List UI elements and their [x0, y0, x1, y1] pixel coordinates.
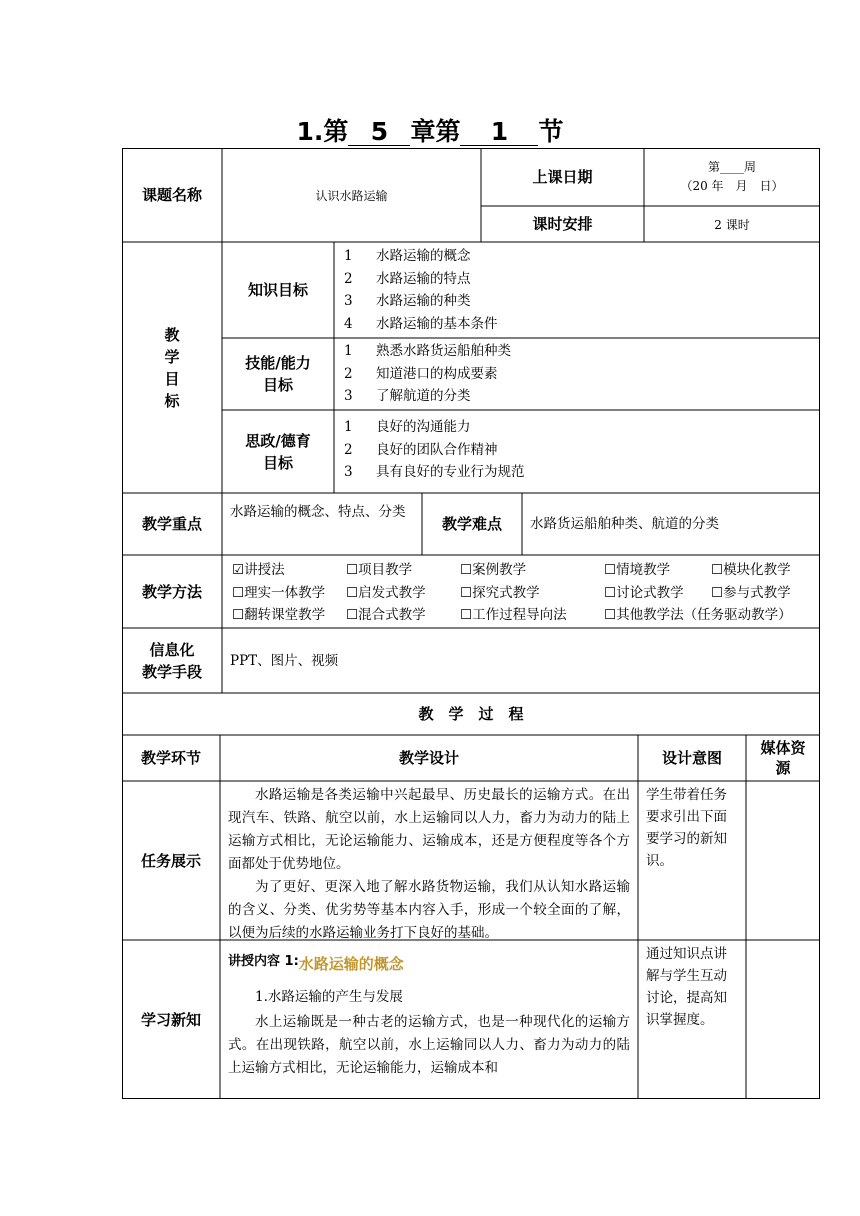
- list-item: 1 熟悉水路货运船舶种类: [344, 343, 511, 359]
- date-label: 上课日期: [532, 168, 593, 186]
- list-item: 4 水路运输的基本条件: [344, 315, 498, 332]
- moral-list: [334, 410, 820, 493]
- list-item: 1 良好的沟通能力: [344, 419, 471, 435]
- key-points-value: 水路运输的概念、特点、分类: [230, 504, 406, 520]
- key-points-label: 教学重点: [141, 515, 202, 533]
- media-value: PPT、图片、视频: [230, 652, 339, 669]
- content-subheading: 1.水路运输的产生与发展: [255, 989, 403, 1005]
- method-option[interactable]: ☐工作过程导向法: [460, 607, 567, 623]
- knowledge-list: [334, 242, 820, 338]
- methods-row: [232, 582, 820, 605]
- content-label: 讲授内容 1:: [228, 954, 299, 969]
- title-prefix: 1.第: [296, 117, 349, 146]
- knowledge-label: 知识目标: [247, 281, 308, 299]
- hours-value: 2 课时: [714, 217, 750, 232]
- methods-options: [222, 555, 820, 628]
- method-option[interactable]: ☐参与式教学: [711, 584, 791, 601]
- lesson-plan-table: [122, 148, 820, 1099]
- task-resource: [746, 781, 820, 940]
- objectives-label: 教 学 目 标: [164, 325, 180, 410]
- method-option[interactable]: ☐探究式教学: [460, 584, 540, 601]
- method-option[interactable]: ☑讲授法: [232, 562, 285, 578]
- method-option[interactable]: ☐情境教学: [604, 562, 671, 578]
- method-option[interactable]: ☐案例教学: [460, 562, 527, 578]
- method-option[interactable]: ☐理实一体教学: [232, 584, 326, 601]
- list-item: 2 良好的团队合作精神: [344, 441, 498, 458]
- task-paragraph: 水路运输是各类运输中兴起最早、历史最长的运输方式。在出现汽车、铁路、航空以前，水上运输同以人力，畜力为动力的陆上运输方式相比，无论运输能力、运输成本，还是方便程度等各个方面都处于优势地位。: [228, 787, 630, 872]
- header-resource: 媒体资 源: [760, 739, 806, 777]
- method-option[interactable]: ☐翻转课堂教学: [232, 607, 326, 623]
- header-stage: 教学环节: [140, 749, 201, 767]
- learn-paragraph: 水上运输既是一种古老的运输方式，也是一种现代化的运输方式。在出现铁路，航空以前，水上运输同以人力、畜力为动力的陆上运输方式相比，无论运输能力，运输成本和: [228, 1014, 630, 1076]
- difficult-points-value: 水路货运船舶种类、航道的分类: [530, 516, 719, 532]
- list-item: 2 知道港口的构成要素: [344, 365, 498, 382]
- list-item: 1 水路运输的概念: [344, 248, 471, 264]
- skill-list: [334, 338, 820, 410]
- list-item: 2 水路运输的特点: [344, 270, 471, 287]
- learn-design: [220, 940, 638, 1099]
- date-value: [644, 148, 820, 206]
- title-suffix: 节: [538, 117, 564, 146]
- date-week: 第____周: [707, 160, 756, 174]
- list-item: 3 了解航道的分类: [344, 388, 471, 404]
- method-option[interactable]: ☐启发式教学: [346, 584, 426, 601]
- title-mid: 章第: [410, 117, 461, 146]
- page-title: [0, 112, 860, 148]
- learn-resource: [746, 940, 820, 1099]
- content-heading: [228, 948, 630, 974]
- methods-row: [232, 559, 820, 582]
- task-design: [220, 781, 638, 940]
- header-design: 教学设计: [398, 749, 459, 767]
- learn-intent: 通过知识点讲解与学生互动讨论，提高知识掌握度。: [646, 946, 727, 1028]
- method-option[interactable]: ☐其他教学法（任务驱动教学）: [604, 607, 792, 623]
- skill-label: 技能/能力 目标: [245, 354, 311, 394]
- topic-value: 认识水路运输: [315, 188, 388, 203]
- task-paragraph: 为了更好、更深入地了解水路货物运输，我们从认知水路运输的含义、分类、优劣势等基本内容入手，形成一个较全面的了解，以便为后续的水路运输业务打下良好的基础。: [228, 879, 630, 941]
- header-intent: 设计意图: [661, 749, 722, 767]
- difficult-points-label: 教学难点: [441, 515, 502, 533]
- task-intent: 学生带着任务要求引出下面要学习的新知识。: [646, 787, 727, 869]
- method-option[interactable]: ☐模块化教学: [711, 562, 791, 578]
- date-full: （20 年 月 日）: [680, 179, 784, 193]
- task-stage: 任务展示: [140, 851, 201, 870]
- list-item: 3 水路运输的种类: [344, 293, 471, 309]
- learn-stage: 学习新知: [140, 1010, 201, 1029]
- process-title: 教 学 过 程: [418, 705, 524, 723]
- list-item: 3 具有良好的专业行为规范: [344, 464, 525, 480]
- content-title: 水路运输的概念: [298, 955, 404, 973]
- hours-label: 课时安排: [532, 215, 593, 233]
- media-label: 信息化 教学手段: [141, 640, 202, 681]
- method-option[interactable]: ☐混合式教学: [346, 607, 426, 623]
- topic-label: 课题名称: [141, 186, 202, 204]
- section-number: 1: [460, 119, 538, 146]
- method-option[interactable]: ☐项目教学: [346, 562, 413, 578]
- method-option[interactable]: ☐讨论式教学: [604, 584, 684, 601]
- methods-label: 教学方法: [141, 582, 202, 601]
- chapter-number: 5: [348, 119, 410, 146]
- methods-row: [232, 604, 820, 627]
- moral-label: 思政/德育 目标: [245, 431, 311, 472]
